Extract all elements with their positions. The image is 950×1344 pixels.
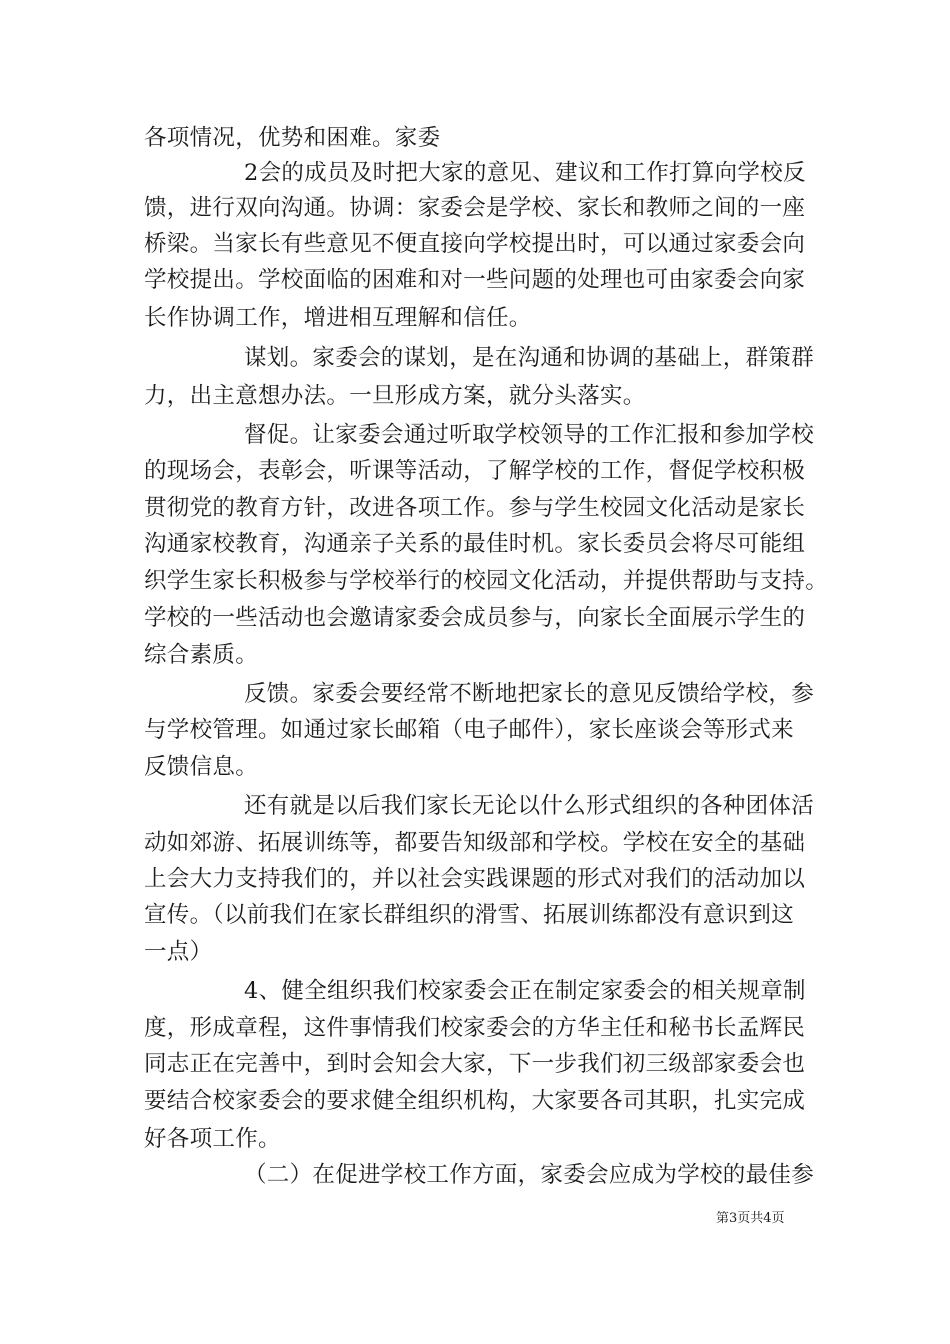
text-line: 宣传。（以前我们在家长群组织的滑雪、拓展训练都没有意识到这 bbox=[144, 902, 794, 928]
text-line: 与学校管理。如通过家长邮箱（电子邮件），家长座谈会等形式来 bbox=[144, 717, 794, 743]
text-line: 度，形成章程，这件事情我们校家委会的方华主任和秘书长孟辉民 bbox=[144, 1015, 806, 1041]
page-number-footer: 第3页共4页 bbox=[716, 1211, 785, 1226]
text-line: 的现场会，表彰会，听课等活动，了解学校的工作，督促学校积极 bbox=[144, 458, 806, 484]
text-line: 还有就是以后我们家长无论以什么形式组织的各种团体活 bbox=[244, 793, 815, 819]
text-line: 学校提出。学校面临的困难和对一些问题的处理也可由家委会向家 bbox=[144, 267, 806, 293]
text-line: 桥梁。当家长有些意见不便直接向学校提出时，可以通过家委会向 bbox=[144, 231, 806, 257]
text-line: 学校的一些活动也会邀请家委会成员参与，向家长全面展示学生的 bbox=[144, 605, 806, 631]
text-line: （二）在促进学校工作方面，家委会应成为学校的最佳参 bbox=[244, 1162, 815, 1188]
text-line: 督促。让家委会通过听取学校领导的工作汇报和参加学校 bbox=[244, 422, 815, 448]
text-line: 馈，进行双向沟通。协调：家委会是学校、家长和教师之间的一座 bbox=[144, 195, 806, 221]
text-line: 长作协调工作，增进相互理解和信任。 bbox=[144, 305, 532, 331]
text-line: 各项情况，优势和困难。家委 bbox=[144, 125, 441, 151]
text-line: 要结合校家委会的要求健全组织机构，大家要各司其职，扎实完成 bbox=[144, 1088, 806, 1114]
text-line: 2会的成员及时把大家的意见、建议和工作打算向学校反 bbox=[244, 160, 806, 186]
text-line: 谋划。家委会的谋划，是在沟通和协调的基础上，群策群 bbox=[244, 345, 815, 371]
text-line: 动如郊游、拓展训练等，都要告知级部和学校。学校在安全的基础 bbox=[144, 830, 806, 856]
text-line: 力，出主意想办法。一旦形成方案，就分头落实。 bbox=[144, 383, 646, 409]
text-line: 沟通家校教育，沟通亲子关系的最佳时机。家长委员会将尽可能组 bbox=[144, 531, 806, 557]
text-line: 反馈。家委会要经常不断地把家长的意见反馈给学校，参 bbox=[244, 681, 815, 707]
text-line: 好各项工作。 bbox=[144, 1126, 281, 1152]
text-line: 一点） bbox=[144, 939, 213, 965]
text-line: 织学生家长积极参与学校举行的校园文化活动，并提供帮助与支持。 bbox=[144, 568, 829, 594]
text-line: 综合素质。 bbox=[144, 642, 259, 668]
text-line: 同志正在完善中，到时会知会大家，下一步我们初三级部家委会也 bbox=[144, 1051, 806, 1077]
text-line: 4、健全组织我们校家委会正在制定家委会的相关规章制 bbox=[244, 978, 806, 1004]
text-line: 反馈信息。 bbox=[144, 754, 259, 780]
text-line: 上会大力支持我们的，并以社会实践课题的形式对我们的活动加以 bbox=[144, 866, 806, 892]
text-line: 贯彻党的教育方针，改进各项工作。参与学生校园文化活动是家长 bbox=[144, 495, 806, 521]
